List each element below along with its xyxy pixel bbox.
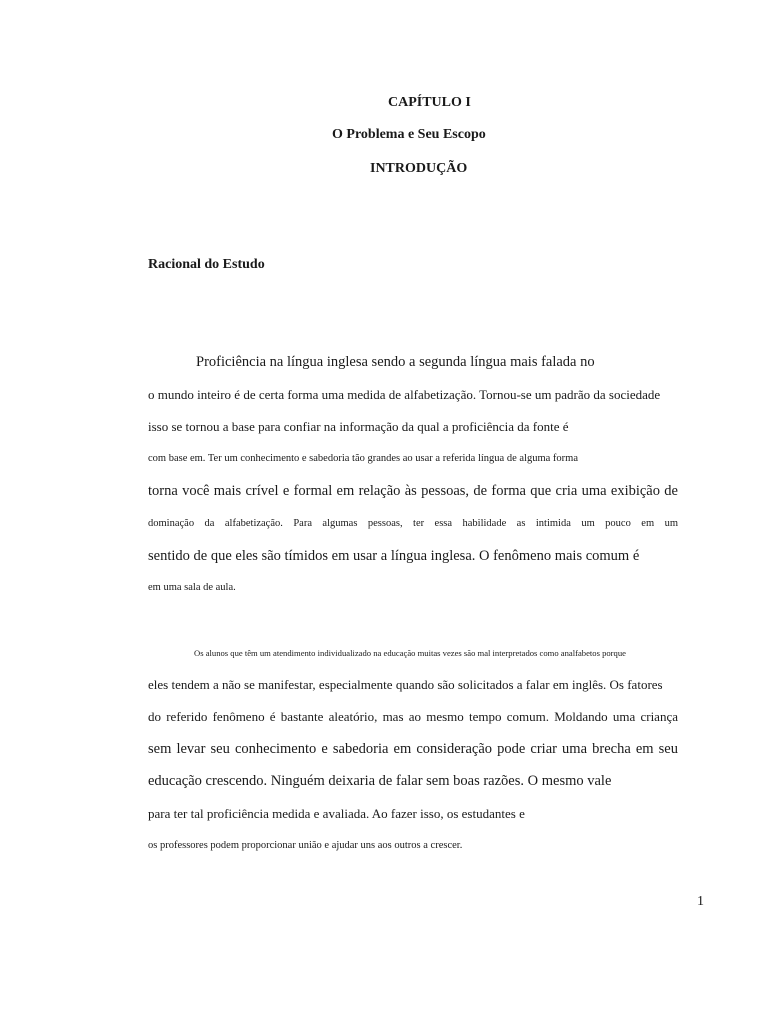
paragraph-2-line-1: Os alunos que têm um atendimento individualizado na educação muitas vezes são mal interpretados como analfabetos porque [194, 648, 626, 658]
paragraph-2-line-2: eles tendem a não se manifestar, especialmente quando são solicitados a falar em inglês. Os fatores [148, 677, 663, 692]
paragraph-1-line-4: com base em. Ter um conhecimento e sabedoria tão grandes ao usar a referida língua de alguma forma [148, 453, 578, 464]
paragraph-1-line-1: Proficiência na língua inglesa sendo a segunda língua mais falada no [196, 354, 595, 370]
paragraph-1-line-2: o mundo inteiro é de certa forma uma medida de alfabetização. Tornou-se um padrão da sociedade [148, 387, 661, 402]
introduction-heading: INTRODUÇÃO [370, 161, 468, 176]
chapter-heading: CAPÍTULO I [388, 95, 471, 110]
paragraph-2-line-7: os professores podem proporcionar união e ajudar uns aos outros a crescer. [148, 840, 463, 851]
chapter-title: O Problema e Seu Escopo [332, 127, 486, 142]
section-heading: Racional do Estudo [148, 257, 265, 272]
page-number: 1 [697, 894, 704, 909]
paragraph-2-line-5: educação crescendo. Ninguém deixaria de falar sem boas razões. O mesmo vale [148, 773, 612, 789]
paragraph-2-line-4: sem levar seu conhecimento e sabedoria em consideração pode criar uma brecha em seu [148, 741, 678, 757]
paragraph-1-line-6: dominação da alfabetização. Para algumas pessoas, ter essa habilidade as intimida um pouco em um [148, 518, 678, 529]
paragraph-2-line-6: para ter tal proficiência medida e avaliada. Ao fazer isso, os estudantes e [148, 806, 525, 821]
paragraph-1-line-3: isso se tornou a base para confiar na informação da qual a proficiência da fonte é [148, 419, 569, 434]
paragraph-1-line-8: em uma sala de aula. [148, 582, 236, 593]
paragraph-2-line-3: do referido fenômeno é bastante aleatório, mas ao mesmo tempo comum. Moldando uma criança [148, 709, 678, 724]
paragraph-1-line-5: torna você mais crível e formal em relação às pessoas, de forma que cria uma exibição de [148, 483, 678, 499]
paragraph-1-line-7: sentido de que eles são tímidos em usar a língua inglesa. O fenômeno mais comum é [148, 548, 640, 564]
